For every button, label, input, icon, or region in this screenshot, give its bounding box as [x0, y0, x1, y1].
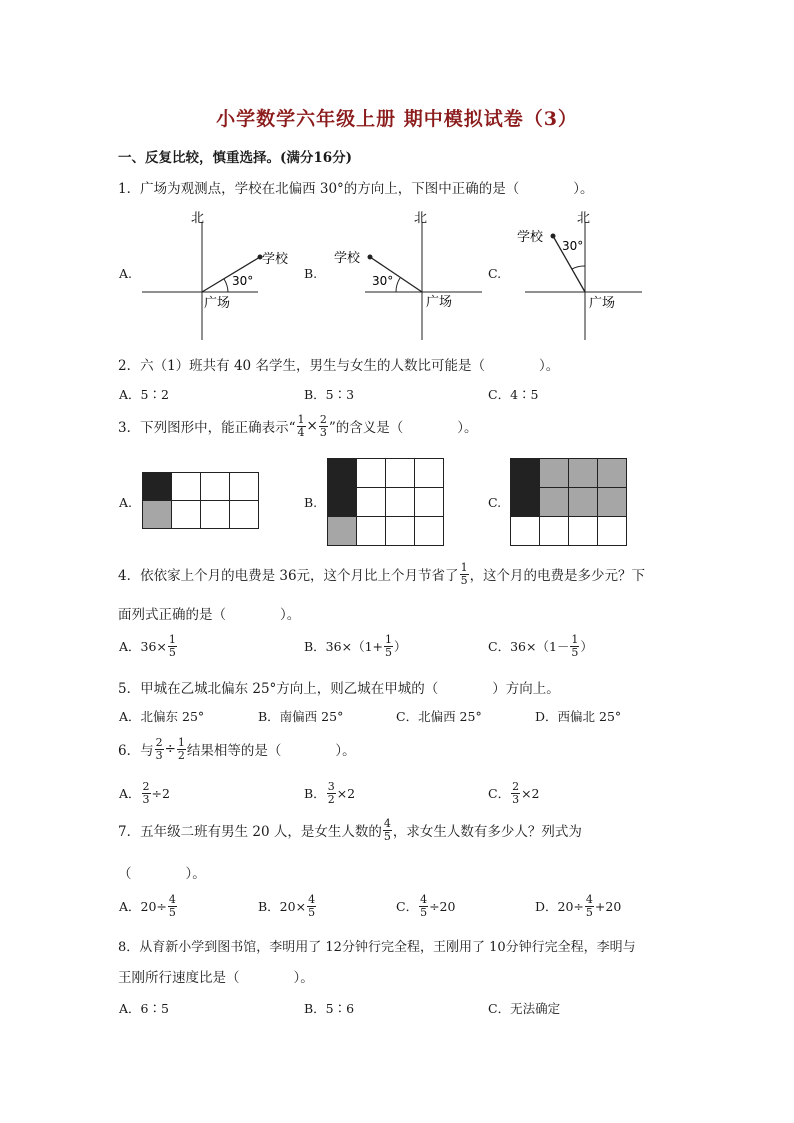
q8-option-a[interactable]: A．6∶5 [119, 1001, 169, 1016]
q6-option-c[interactable]: C． $\frac{2}{3}$ ×2 [488, 780, 540, 806]
q4-option-b[interactable]: B．36×（1+ $\frac{1}{5}$ ） [304, 633, 407, 659]
q4-option-a[interactable]: A．36× $\frac{1}{5}$ [119, 633, 176, 659]
question-2-text: 2．六（1）班共有 40 名学生，男生与女生的人数比可能是（ ）。 [118, 358, 560, 374]
question-5-text: 5．甲城在乙城北偏东 25°方向上，则乙城在甲城的（ ）方向上。 [118, 681, 560, 697]
question-6-text: 6．与 $\frac{2}{3}$ ÷ $\frac{1}{2}$ 结果相等的是（ ）。 [118, 736, 356, 762]
q7-option-a[interactable]: A．20÷ $\frac{4}{5}$ [119, 893, 176, 919]
question-7-text-line2: （ ）。 [118, 866, 206, 882]
fraction: $\frac{1}{4}$ [297, 413, 305, 439]
q1-option-c-diagram [515, 206, 650, 346]
question-1-text: 1．广场为观测点，学校在北偏西 30°的方向上，下图中正确的是（ ）。 [118, 181, 594, 197]
q7-option-d[interactable]: D．20÷ $\frac{4}{5}$ +20 [535, 893, 622, 919]
square-label: 广场 [204, 296, 231, 311]
question-4-text-line2: 面列式正确的是（ ）。 [118, 607, 301, 623]
question-8-text-line2: 王刚所行速度比是（ ）。 [118, 970, 314, 986]
q3-option-c-grid [510, 458, 627, 546]
q2-option-a[interactable]: A．5∶2 [119, 387, 169, 402]
q5-option-a[interactable]: A．北偏东 25° [119, 709, 205, 724]
north-label: 北 [577, 211, 591, 226]
q8-option-b[interactable]: B．5∶6 [304, 1001, 355, 1016]
q2-option-b[interactable]: B．5∶3 [304, 387, 355, 402]
angle-label: 30° [232, 274, 254, 288]
north-label: 北 [191, 211, 205, 226]
square-label: 广场 [589, 296, 616, 311]
q3-option-a-grid [142, 472, 259, 529]
page-title: 小学数学六年级上册 期中模拟试卷（3） [216, 108, 578, 130]
q1-option-a-label[interactable]: A. [119, 266, 133, 281]
school-label: 学校 [262, 252, 289, 267]
angle-label: 30° [372, 274, 394, 288]
q1-option-b-label[interactable]: B. [304, 266, 318, 281]
fraction: $\frac{1}{5}$ [460, 561, 468, 587]
section-heading: 一、反复比较，慎重选择。(满分16分) [118, 150, 353, 166]
q7-option-c[interactable]: C． $\frac{4}{5}$ ÷20 [396, 893, 456, 919]
q8-option-c[interactable]: C．无法确定 [488, 1001, 561, 1016]
q4-option-c[interactable]: C．36×（1－ $\frac{1}{5}$ ） [488, 633, 593, 659]
question-8-text: 8．从育新小学到图书馆，李明用了 12分钟行完全程，王刚用了 10分钟行完全程，李明与 [118, 940, 636, 955]
q2-option-c[interactable]: C．4∶5 [488, 387, 539, 402]
q3-option-b-grid [327, 458, 444, 546]
q6-option-a[interactable]: A． $\frac{2}{3}$ ÷2 [119, 780, 170, 806]
q1-option-a-diagram [138, 206, 289, 346]
q5-option-d[interactable]: D．西偏北 25° [535, 709, 622, 724]
q6-option-b[interactable]: B． $\frac{3}{2}$ ×2 [304, 780, 356, 806]
q7-option-b[interactable]: B．20× $\frac{4}{5}$ [258, 893, 316, 919]
question-4-text: 4．依依家上个月的电费是 36元，这个月比上个月节省了 $\frac{1}{5}$ ，这个月的电费是多少元？下 [118, 561, 646, 587]
q5-option-c[interactable]: C．北偏西 25° [396, 709, 482, 724]
q1-option-b-diagram [330, 206, 490, 346]
q3-option-b-label[interactable]: B. [304, 495, 318, 510]
square-label: 广场 [426, 295, 453, 310]
school-label: 学校 [334, 251, 361, 266]
q3-option-a-label[interactable]: A. [119, 495, 133, 510]
school-label: 学校 [517, 230, 544, 245]
q3-option-c-label[interactable]: C. [488, 495, 502, 510]
q5-option-b[interactable]: B．南偏西 25° [258, 709, 344, 724]
fraction: $\frac{2}{3}$ [319, 413, 327, 439]
q1-option-c-label[interactable]: C. [488, 266, 502, 281]
north-label: 北 [414, 211, 428, 226]
question-3-text: 3．下列图形中，能正确表示“ $\frac{1}{4}$ × $\frac{2}{3}$ ”的含义是（ ）。 [118, 413, 478, 439]
question-7-text: 7．五年级二班有男生 20 人，是女生人数的 $\frac{4}{5}$ ，求女生人数有多少人？列式为 [118, 817, 582, 843]
angle-label: 30° [562, 239, 584, 253]
